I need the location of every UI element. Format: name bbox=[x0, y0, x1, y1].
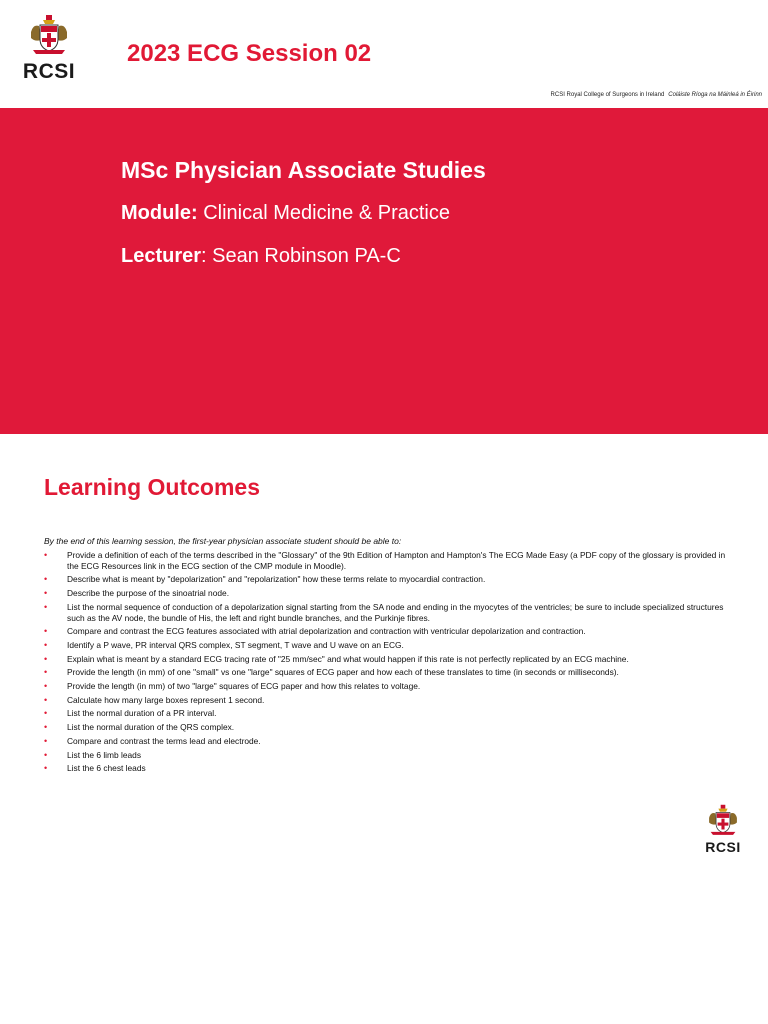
outcome-item bbox=[44, 722, 734, 733]
outcome-text: Compare and contrast the ECG features associated with atrial depolarization and contraction with ventricular depolarization and contraction. bbox=[67, 626, 586, 637]
outcome-item bbox=[44, 602, 734, 623]
outcome-text: Provide the length (in mm) of two "large" squares of ECG paper and how this relates to voltage. bbox=[67, 681, 421, 692]
outcome-text: Explain what is meant by a standard ECG tracing rate of "25 mm/sec" and what would happen if this rate is not perfectly replicated by an ECG machine. bbox=[67, 653, 629, 664]
outcome-text: Provide the length (in mm) of one "small" vs one "large" squares of ECG paper and how each of these translates to time (in seconds or milliseconds). bbox=[67, 667, 619, 678]
outcome-text: List the 6 chest leads bbox=[67, 763, 146, 774]
outcome-text: Provide a definition of each of the terms described in the "Glossary" of the 9th Edition of Hampton and Hampton's The ECG Made Easy (a PDF copy of the glossary is provided in the ECG Resources link in the ECG section of the CMP module in Moodle). bbox=[67, 550, 726, 571]
outcome-text: Describe the purpose of the sinoatrial node. bbox=[67, 588, 230, 599]
module-line bbox=[121, 202, 450, 225]
outcome-item bbox=[44, 626, 734, 637]
outcome-item bbox=[44, 588, 734, 599]
outcome-item bbox=[44, 681, 734, 692]
rcsi-logo bbox=[22, 14, 76, 84]
learning-outcomes-slide bbox=[0, 434, 768, 1024]
outcome-item bbox=[44, 736, 734, 747]
module-value: Clinical Medicine & Practice bbox=[197, 202, 450, 224]
rcsi-crest-icon bbox=[706, 804, 740, 838]
bullet-icon: • bbox=[44, 601, 48, 612]
bullet-icon: • bbox=[44, 708, 48, 719]
tagline-english: RCSI Royal College of Surgeons in Ireland bbox=[550, 92, 665, 98]
bullet-icon: • bbox=[44, 550, 48, 560]
outcome-text: List the normal sequence of conduction of a depolarization signal starting from the SA node and ending in the myocytes of the ventricles; be sure to include specialized structures such as the AV node, the bundle of His, the left and right bundle branches, and the Purkinje fibres. bbox=[67, 601, 724, 623]
outcome-item bbox=[44, 763, 734, 774]
bullet-icon: • bbox=[44, 694, 48, 705]
bullet-icon: • bbox=[44, 653, 48, 664]
bullet-icon: • bbox=[44, 681, 48, 692]
intro-text: By the end of this learning session, the first-year physician associate student should be able to: bbox=[44, 536, 402, 546]
logo-text-footer: RCSI bbox=[705, 839, 741, 855]
rcsi-logo-footer bbox=[701, 804, 745, 855]
outcome-item bbox=[44, 654, 734, 665]
outcome-text: Calculate how many large boxes represent 1 second. bbox=[67, 694, 265, 705]
outcome-item bbox=[44, 640, 734, 651]
lecturer-label: Lecturer bbox=[121, 245, 202, 267]
bullet-icon: • bbox=[44, 763, 48, 774]
outcome-item bbox=[44, 574, 734, 585]
title-slide bbox=[0, 0, 768, 434]
outcome-item bbox=[44, 667, 734, 678]
program-title: MSc Physician Associate Studies bbox=[121, 157, 486, 183]
outcome-text: Describe what is meant by "depolarization" and "repolarization" how these terms relate to myocardial contraction. bbox=[67, 574, 486, 585]
lecturer-line bbox=[121, 245, 401, 268]
outcome-text: List the 6 limb leads bbox=[67, 749, 142, 760]
bullet-icon: • bbox=[44, 574, 48, 585]
bullet-icon: • bbox=[44, 626, 48, 637]
bullet-icon: • bbox=[44, 749, 48, 760]
lecturer-value: : Sean Robinson PA-C bbox=[201, 245, 401, 267]
module-label: Module: bbox=[121, 202, 198, 224]
outcome-text: Compare and contrast the terms lead and electrode. bbox=[67, 735, 261, 746]
tagline-irish: Coláiste Ríoga na Máinleá in Éirinn bbox=[668, 92, 762, 98]
logo-text: RCSI bbox=[22, 60, 76, 83]
outcome-item bbox=[44, 708, 734, 719]
outcome-item bbox=[44, 550, 734, 571]
outcome-item bbox=[44, 695, 734, 706]
bullet-icon: • bbox=[44, 667, 48, 678]
outcome-text: List the normal duration of a PR interval. bbox=[67, 708, 217, 719]
rcsi-crest-icon bbox=[27, 14, 71, 58]
outcome-list bbox=[44, 550, 734, 777]
outcome-text: List the normal duration of the QRS complex. bbox=[67, 722, 235, 733]
bullet-icon: • bbox=[44, 722, 48, 733]
bullet-icon: • bbox=[44, 639, 48, 650]
session-title: 2023 ECG Session 02 bbox=[127, 40, 372, 67]
outcome-text: Identify a P wave, PR interval QRS complex, ST segment, T wave and U wave on an ECG. bbox=[67, 639, 404, 650]
institution-tagline bbox=[551, 92, 762, 98]
outcome-item bbox=[44, 750, 734, 761]
bullet-icon: • bbox=[44, 735, 48, 746]
bullet-icon: • bbox=[44, 588, 48, 599]
learning-outcomes-title: Learning Outcomes bbox=[44, 474, 260, 500]
